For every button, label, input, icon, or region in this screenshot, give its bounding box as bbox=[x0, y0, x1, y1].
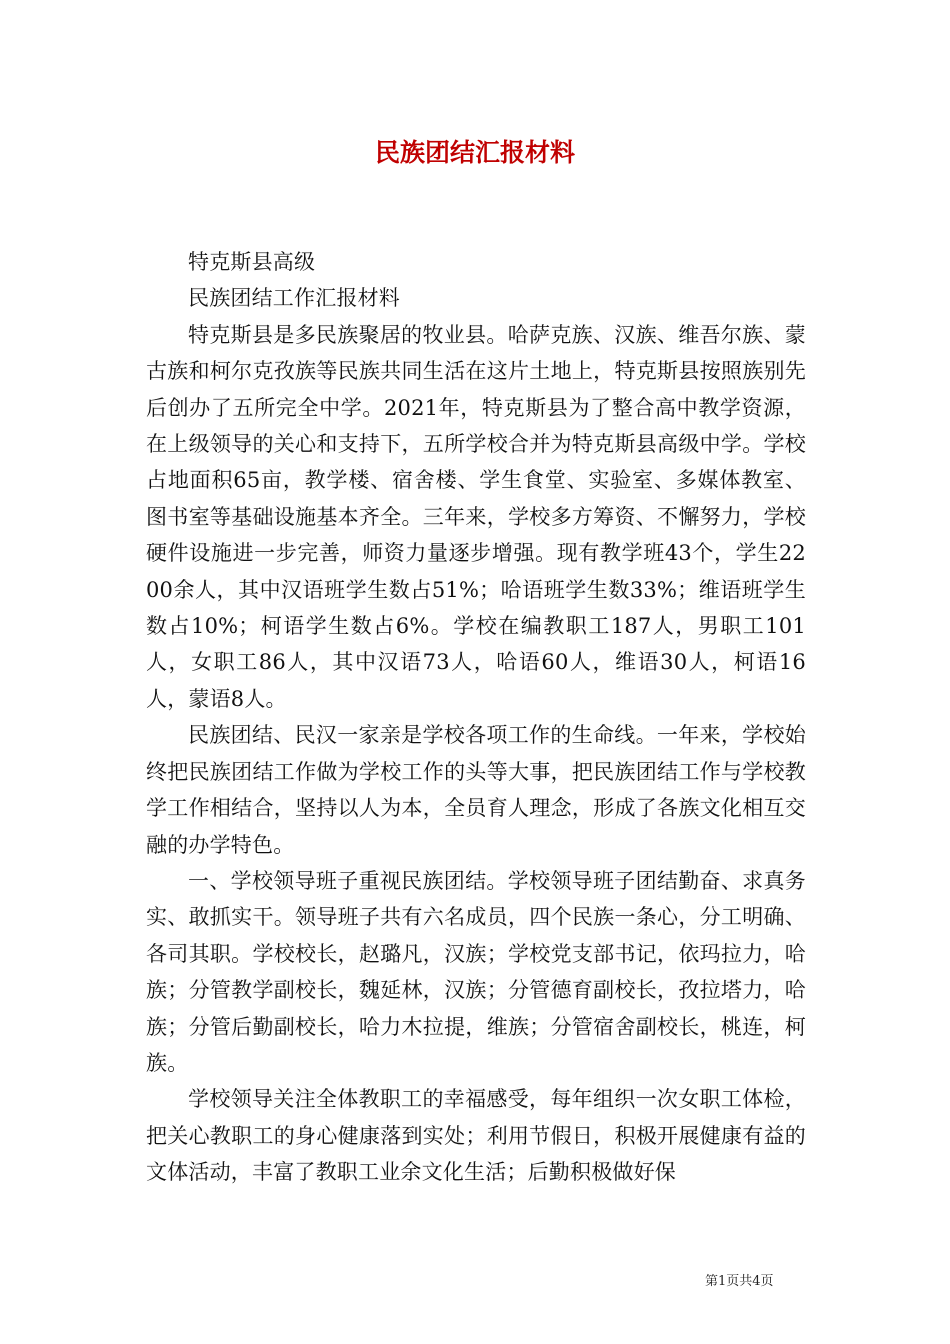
paragraph-intro: 特克斯县是多民族聚居的牧业县。哈萨克族、汉族、维吾尔族、蒙古族和柯尔克孜族等民族共同生活在这片土地上，特克斯县按照族别先后创办了五所完全中学。2021年，特克斯县为了整合高中教学资源，在上级领导的关心和支持下，五所学校合并为特克斯县高级中学。学校占地面积65亩，教学楼、宿舍楼、学生食堂、实验室、多媒体教室、图书室等基础设施基本齐全。三年来，学校多方筹资、不懈努力，学校硬件设施进一步完善，师资力量逐步增强。现有教学班43个，学生2200余人，其中汉语班学生数占51%；哈语班学生数33%；维语班学生数占10%；柯语学生数占6%。学校在编教职工187人，男职工101人，女职工86人，其中汉语73人，哈语60人，维语30人，柯语16人，蒙语8人。 bbox=[146, 322, 806, 711]
paragraph-school-name: 特克斯县高级 bbox=[188, 250, 316, 274]
document-body bbox=[146, 244, 806, 1191]
paragraph-report-subtitle: 民族团结工作汇报材料 bbox=[188, 286, 400, 311]
document-title: 民族团结汇报材料 bbox=[374, 138, 575, 167]
paragraph-staff-care: 学校领导关注全体教职工的幸福感受，每年组织一次女职工体检，把关心教职工的身心健康落到实处；利用节假日，积极开展健康有益的文体活动，丰富了教职工业余文化生活；后勤积极做好保 bbox=[146, 1087, 806, 1185]
paragraph-leadership: 一、学校领导班子重视民族团结。学校领导班子团结勤奋、求真务实、敢抓实干。领导班子共有六名成员，四个民族一条心，分工明确、各司其职。学校校长，赵璐凡，汉族；学校党支部书记，依玛拉力，哈族；分管教学副校长，魏延林，汉族；分管德育副校长，孜拉塔力，哈族；分管后勤副校长，哈力木拉提，维族；分管宿舍副校长，桃连，柯族。 bbox=[146, 868, 806, 1075]
paragraph-lifeline: 民族团结、民汉一家亲是学校各项工作的生命线。一年来，学校始终把民族团结工作做为学校工作的头等大事，把民族团结工作与学校教学工作相结合，坚持以人为本，全员育人理念，形成了各族文化相互交融的办学特色。 bbox=[146, 723, 806, 857]
page-number-footer: 第1页共4页 bbox=[705, 1274, 774, 1289]
